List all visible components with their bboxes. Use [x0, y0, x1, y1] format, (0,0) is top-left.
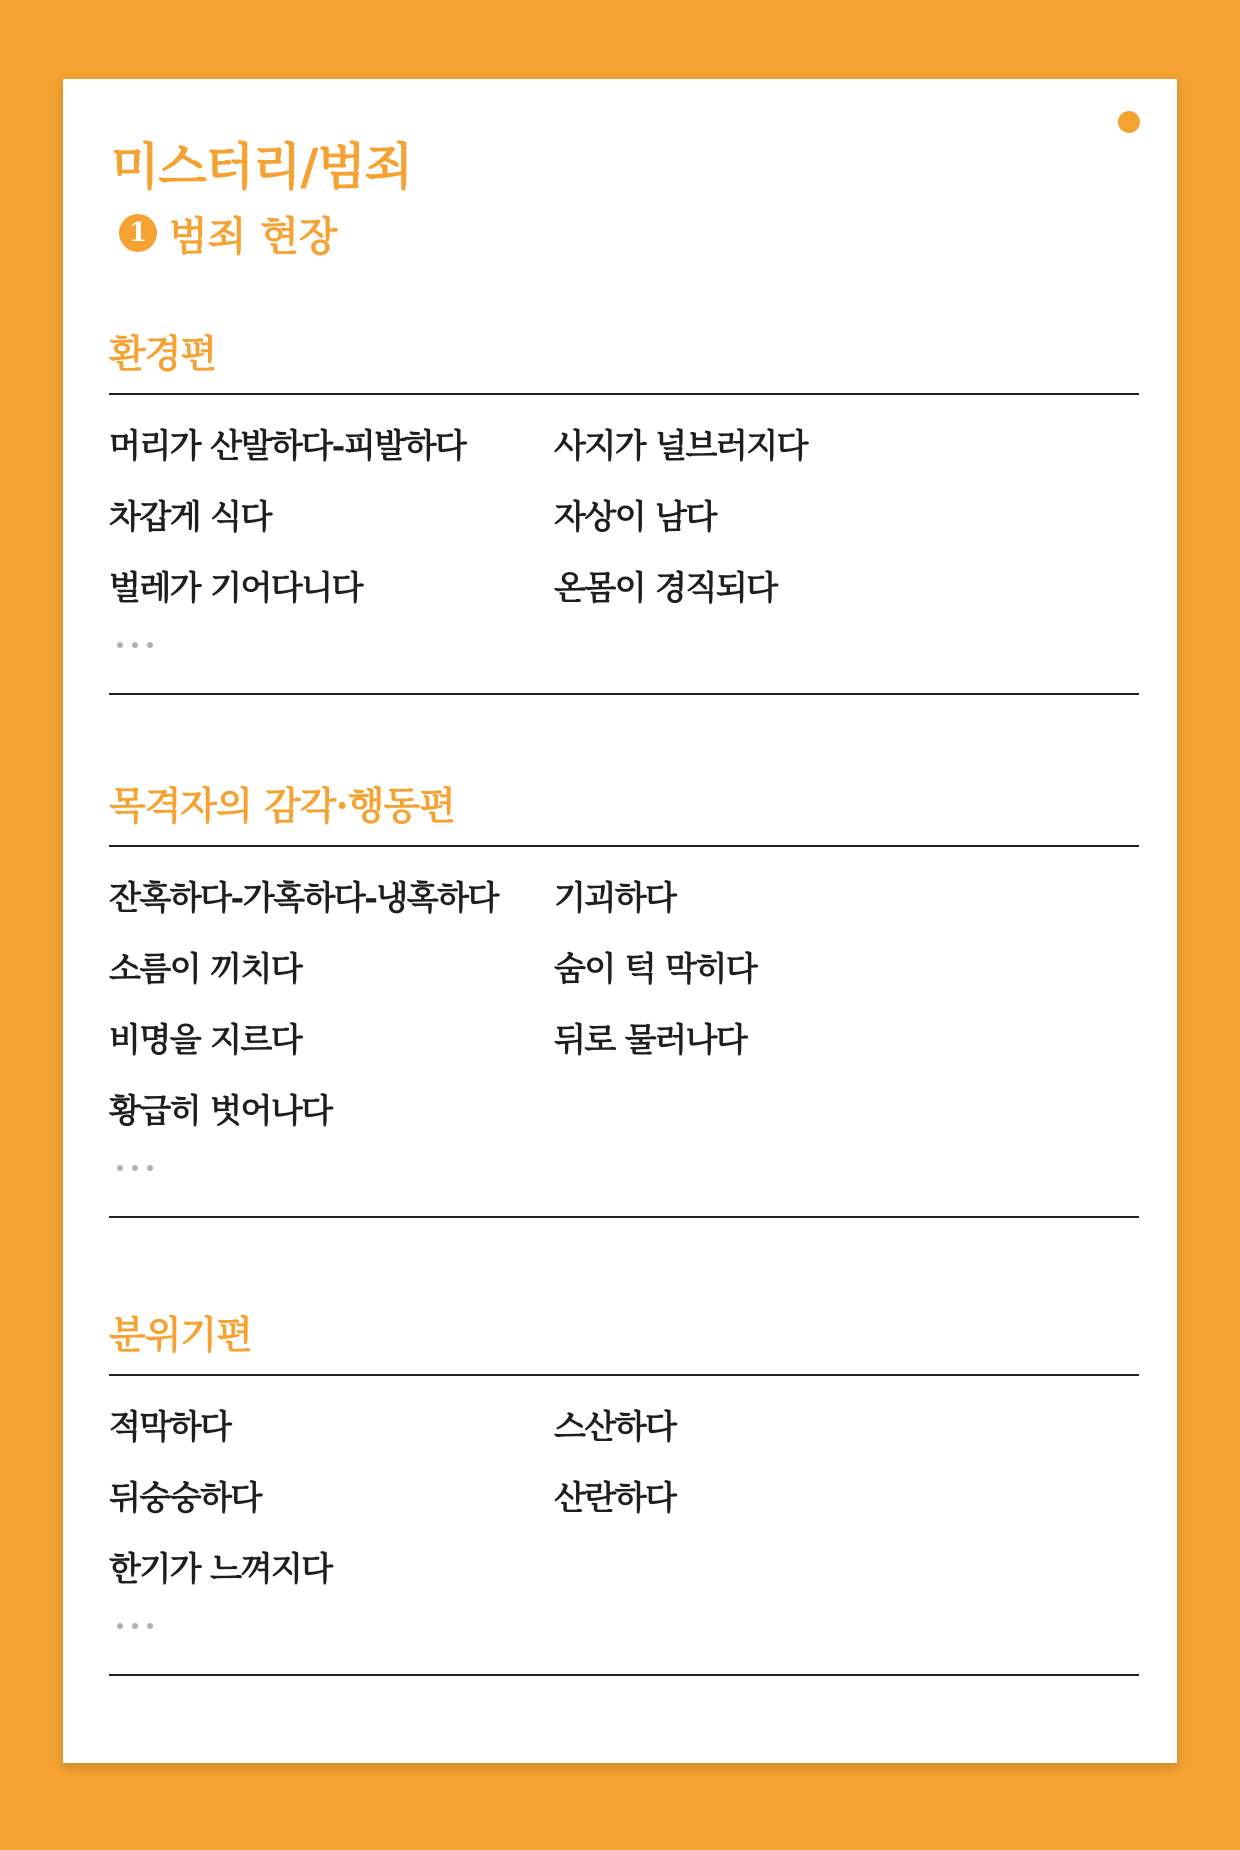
section-divider	[109, 693, 1139, 695]
more-ellipsis	[109, 1616, 1139, 1636]
section-environment	[109, 331, 1139, 695]
corner-dot	[1118, 111, 1140, 133]
term-item: 사지가 널브러지다	[554, 426, 808, 465]
term-item: 적막하다	[109, 1407, 231, 1446]
term-item: 숨이 턱 막히다	[554, 949, 757, 988]
term-item: 산란하다	[554, 1478, 676, 1517]
section-atmosphere	[109, 1312, 1139, 1676]
section-witness	[109, 783, 1139, 1218]
content-card	[63, 79, 1177, 1763]
term-item: 차갑게 식다	[109, 497, 271, 536]
term-item: 뒤로 물러나다	[554, 1020, 747, 1059]
section-title: 분위기편	[109, 1312, 1139, 1376]
section-divider	[109, 1216, 1139, 1218]
term-list	[109, 1376, 1139, 1592]
more-ellipsis	[109, 1158, 1139, 1178]
page-subtitle	[119, 209, 338, 260]
term-item: 머리가 산발하다-피발하다	[109, 426, 466, 465]
subtitle-text: 범죄 현장	[169, 212, 338, 260]
term-list	[109, 847, 1139, 1134]
more-ellipsis	[109, 635, 1139, 655]
term-item: 한기가 느껴지다	[109, 1549, 332, 1588]
term-item: 황급히 벗어나다	[109, 1091, 332, 1130]
term-item: 비명을 지르다	[109, 1020, 302, 1059]
section-title: 목격자의 감각·행동편	[109, 783, 1139, 847]
term-item: 스산하다	[554, 1407, 676, 1446]
page-title: 미스터리/범죄	[111, 137, 413, 196]
section-title: 환경편	[109, 331, 1139, 395]
term-item: 온몸이 경직되다	[554, 568, 777, 607]
term-item: 뒤숭숭하다	[109, 1478, 261, 1517]
term-item: 잔혹하다-가혹하다-냉혹하다	[109, 878, 498, 917]
term-list	[109, 395, 1139, 611]
section-divider	[109, 1674, 1139, 1676]
number-badge: 1	[119, 214, 157, 252]
term-item: 벌레가 기어다니다	[109, 568, 363, 607]
term-item: 자상이 남다	[554, 497, 716, 536]
term-item: 소름이 끼치다	[109, 949, 302, 988]
term-item: 기괴하다	[554, 878, 676, 917]
